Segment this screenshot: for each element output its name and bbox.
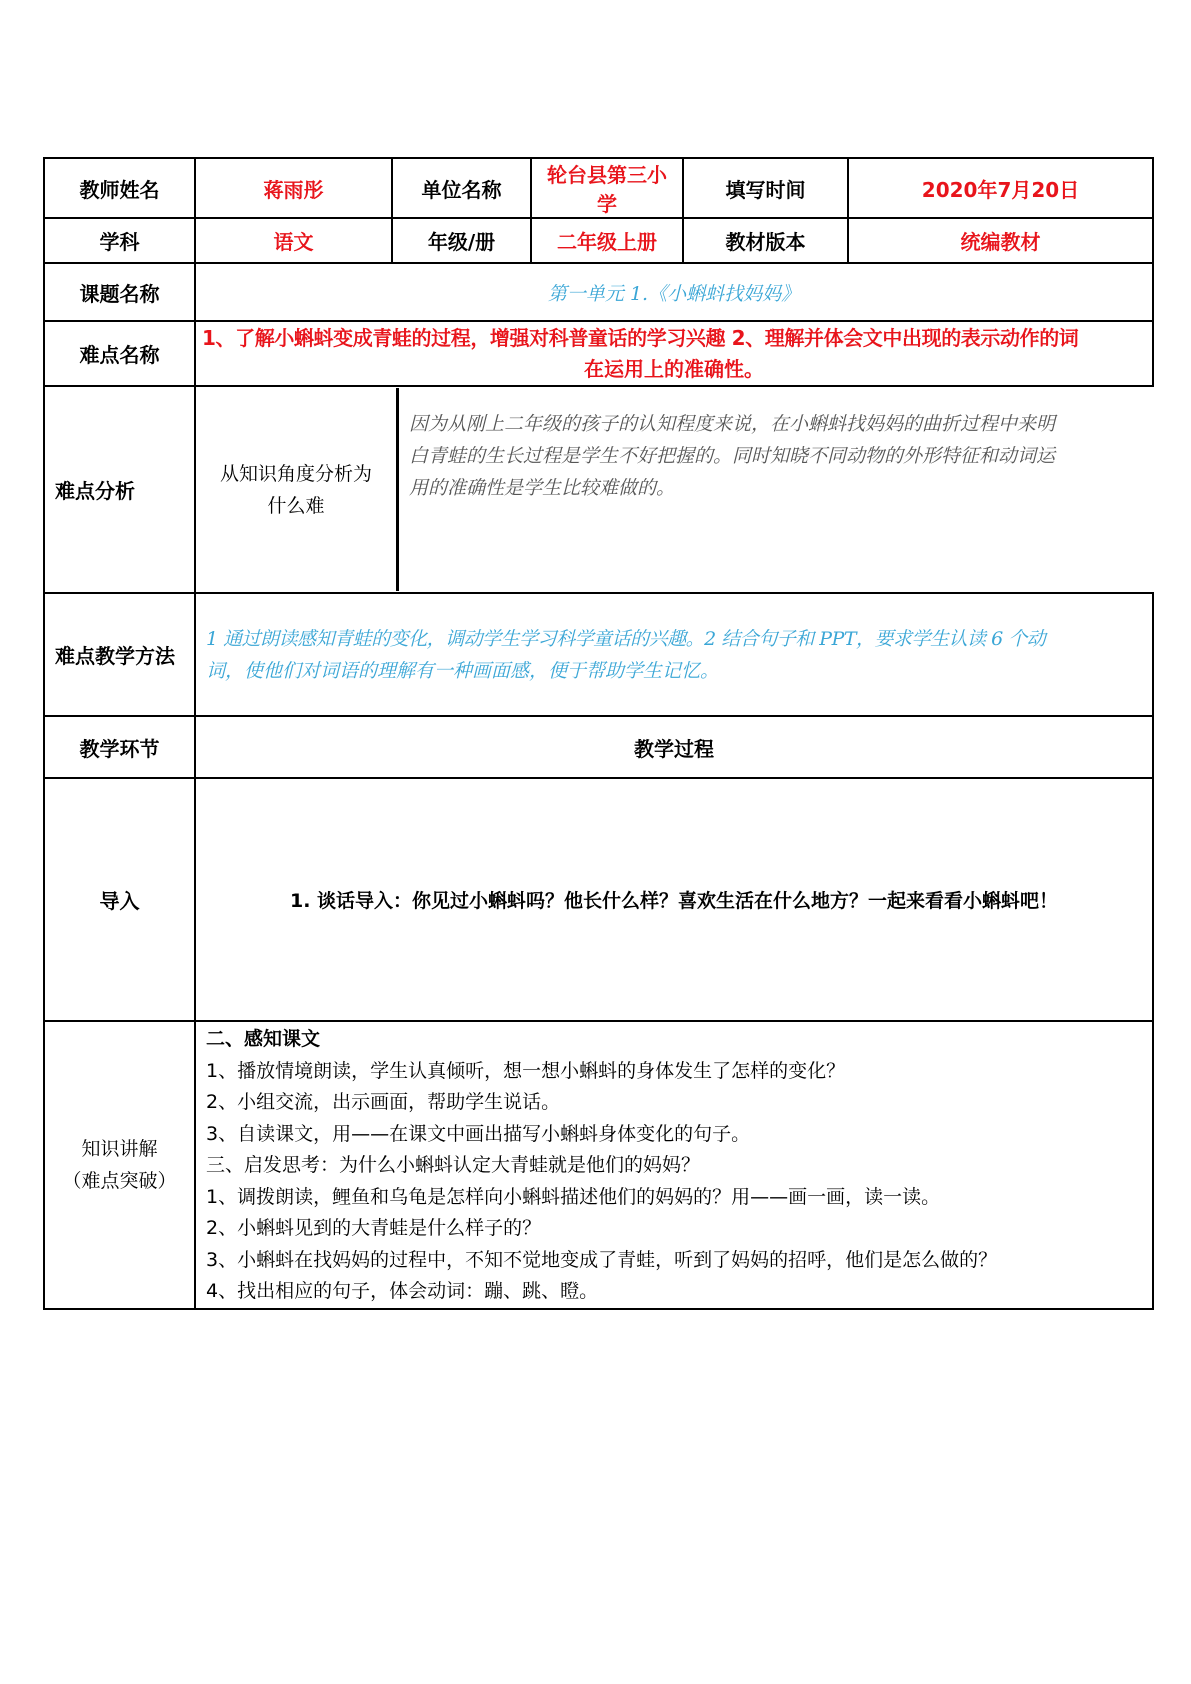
method-line-1: 1 通过朗读感知青蛙的变化，调动学生学习科学童话的兴趣。2 结合句子和 PPT，要求学生认读 6 个动	[206, 627, 1046, 650]
analysis-sublabel-line-2: 什么难	[267, 494, 325, 517]
analysis-line-1: 因为从刚上二年级的孩子的认知程度来说，在小蝌蚪找妈妈的曲折过程中来明	[409, 413, 1056, 435]
analysis-line-3: 用的准确性是学生比较难做的。	[409, 477, 676, 499]
unit-label: 单位名称	[392, 158, 531, 218]
difficulty-line-2: 在运用上的准确性。	[584, 356, 764, 381]
process-step-label: 教学环节	[44, 716, 195, 778]
difficulty-label: 难点名称	[44, 321, 195, 386]
topic-value: 第一单元 1.《小蝌蚪找妈妈》	[195, 263, 1153, 321]
knowledge-line: 二、感知课文	[206, 1028, 321, 1050]
difficulty-row	[44, 321, 1153, 386]
analysis-row	[44, 386, 1153, 593]
intro-value: 1. 谈话导入：你见过小蝌蚪吗？他长什么样？喜欢生活在什么地方？一起来看看小蝌蚪吧！	[195, 778, 1153, 1021]
knowledge-line: 2、小蝌蚪见到的大青蛙是什么样子的？	[206, 1217, 542, 1239]
knowledge-line: 2、小组交流，出示画面，帮助学生说话。	[206, 1091, 561, 1113]
intro-row	[44, 778, 1153, 1021]
method-label: 难点教学方法	[44, 593, 195, 716]
topic-label: 课题名称	[44, 263, 195, 321]
header-row-2	[44, 218, 1153, 263]
knowledge-line: 三、启发思考：为什么小蝌蚪认定大青蛙就是他们的妈妈？	[206, 1154, 701, 1176]
analysis-label: 难点分析	[44, 386, 195, 593]
intro-label: 导入	[44, 778, 195, 1021]
grade-value: 二年级上册	[531, 218, 683, 263]
knowledge-line: 1、播放情境朗读，学生认真倾听，想一想小蝌蚪的身体发生了怎样的变化？	[206, 1059, 846, 1082]
knowledge-line: 4、找出相应的句子，体会动词：蹦、跳、瞪。	[206, 1280, 599, 1302]
teacher-label: 教师姓名	[44, 158, 195, 218]
knowledge-line: 3、自读课文，用——在课文中画出描写小蝌蚪身体变化的句子。	[206, 1122, 751, 1145]
analysis-text	[399, 388, 1153, 591]
lesson-plan-sheet	[43, 157, 1152, 1310]
method-value	[195, 593, 1153, 716]
subject-label: 学科	[44, 218, 195, 263]
date-label: 填写时间	[683, 158, 848, 218]
analysis-sublabel-line-1: 从知识角度分析为	[219, 462, 372, 485]
difficulty-line-1: 1、了解小蝌蚪变成青蛙的过程，增强对科普童话的学习兴趣 2、理解并体会文中出现的表示动作的词	[202, 325, 1079, 350]
header-row-1	[44, 158, 1153, 218]
lesson-plan-table	[43, 157, 1154, 1310]
edition-value: 统编教材	[848, 218, 1153, 263]
difficulty-value	[195, 321, 1153, 386]
knowledge-label	[44, 1021, 195, 1309]
teacher-value: 蒋雨彤	[195, 158, 392, 218]
knowledge-content	[195, 1021, 1153, 1309]
process-header-row	[44, 716, 1153, 778]
topic-row	[44, 263, 1153, 321]
knowledge-label-line-1: 知识讲解	[81, 1137, 158, 1160]
knowledge-line: 1、调拨朗读，鲤鱼和乌龟是怎样向小蝌蚪描述他们的妈妈的？用——画一画，读一读。	[206, 1185, 941, 1208]
analysis-content	[195, 386, 1153, 593]
unit-value: 轮台县第三小学	[531, 158, 683, 218]
knowledge-label-line-2: （难点突破）	[62, 1169, 177, 1192]
method-row	[44, 593, 1153, 716]
knowledge-line: 3、小蝌蚪在找妈妈的过程中，不知不觉地变成了青蛙，听到了妈妈的招呼，他们是怎么做的？	[206, 1248, 998, 1271]
process-label: 教学过程	[195, 716, 1153, 778]
edition-label: 教材版本	[683, 218, 848, 263]
method-line-2: 词，使他们对词语的理解有一种画面感，便于帮助学生记忆。	[206, 659, 720, 682]
date-value: 2020年7月20日	[848, 158, 1153, 218]
knowledge-row	[44, 1021, 1153, 1309]
analysis-sublabel	[196, 388, 399, 591]
analysis-line-2: 白青蛙的生长过程是学生不好把握的。同时知晓不同动物的外形特征和动词运	[409, 445, 1056, 467]
grade-label: 年级/册	[392, 218, 531, 263]
subject-value: 语文	[195, 218, 392, 263]
